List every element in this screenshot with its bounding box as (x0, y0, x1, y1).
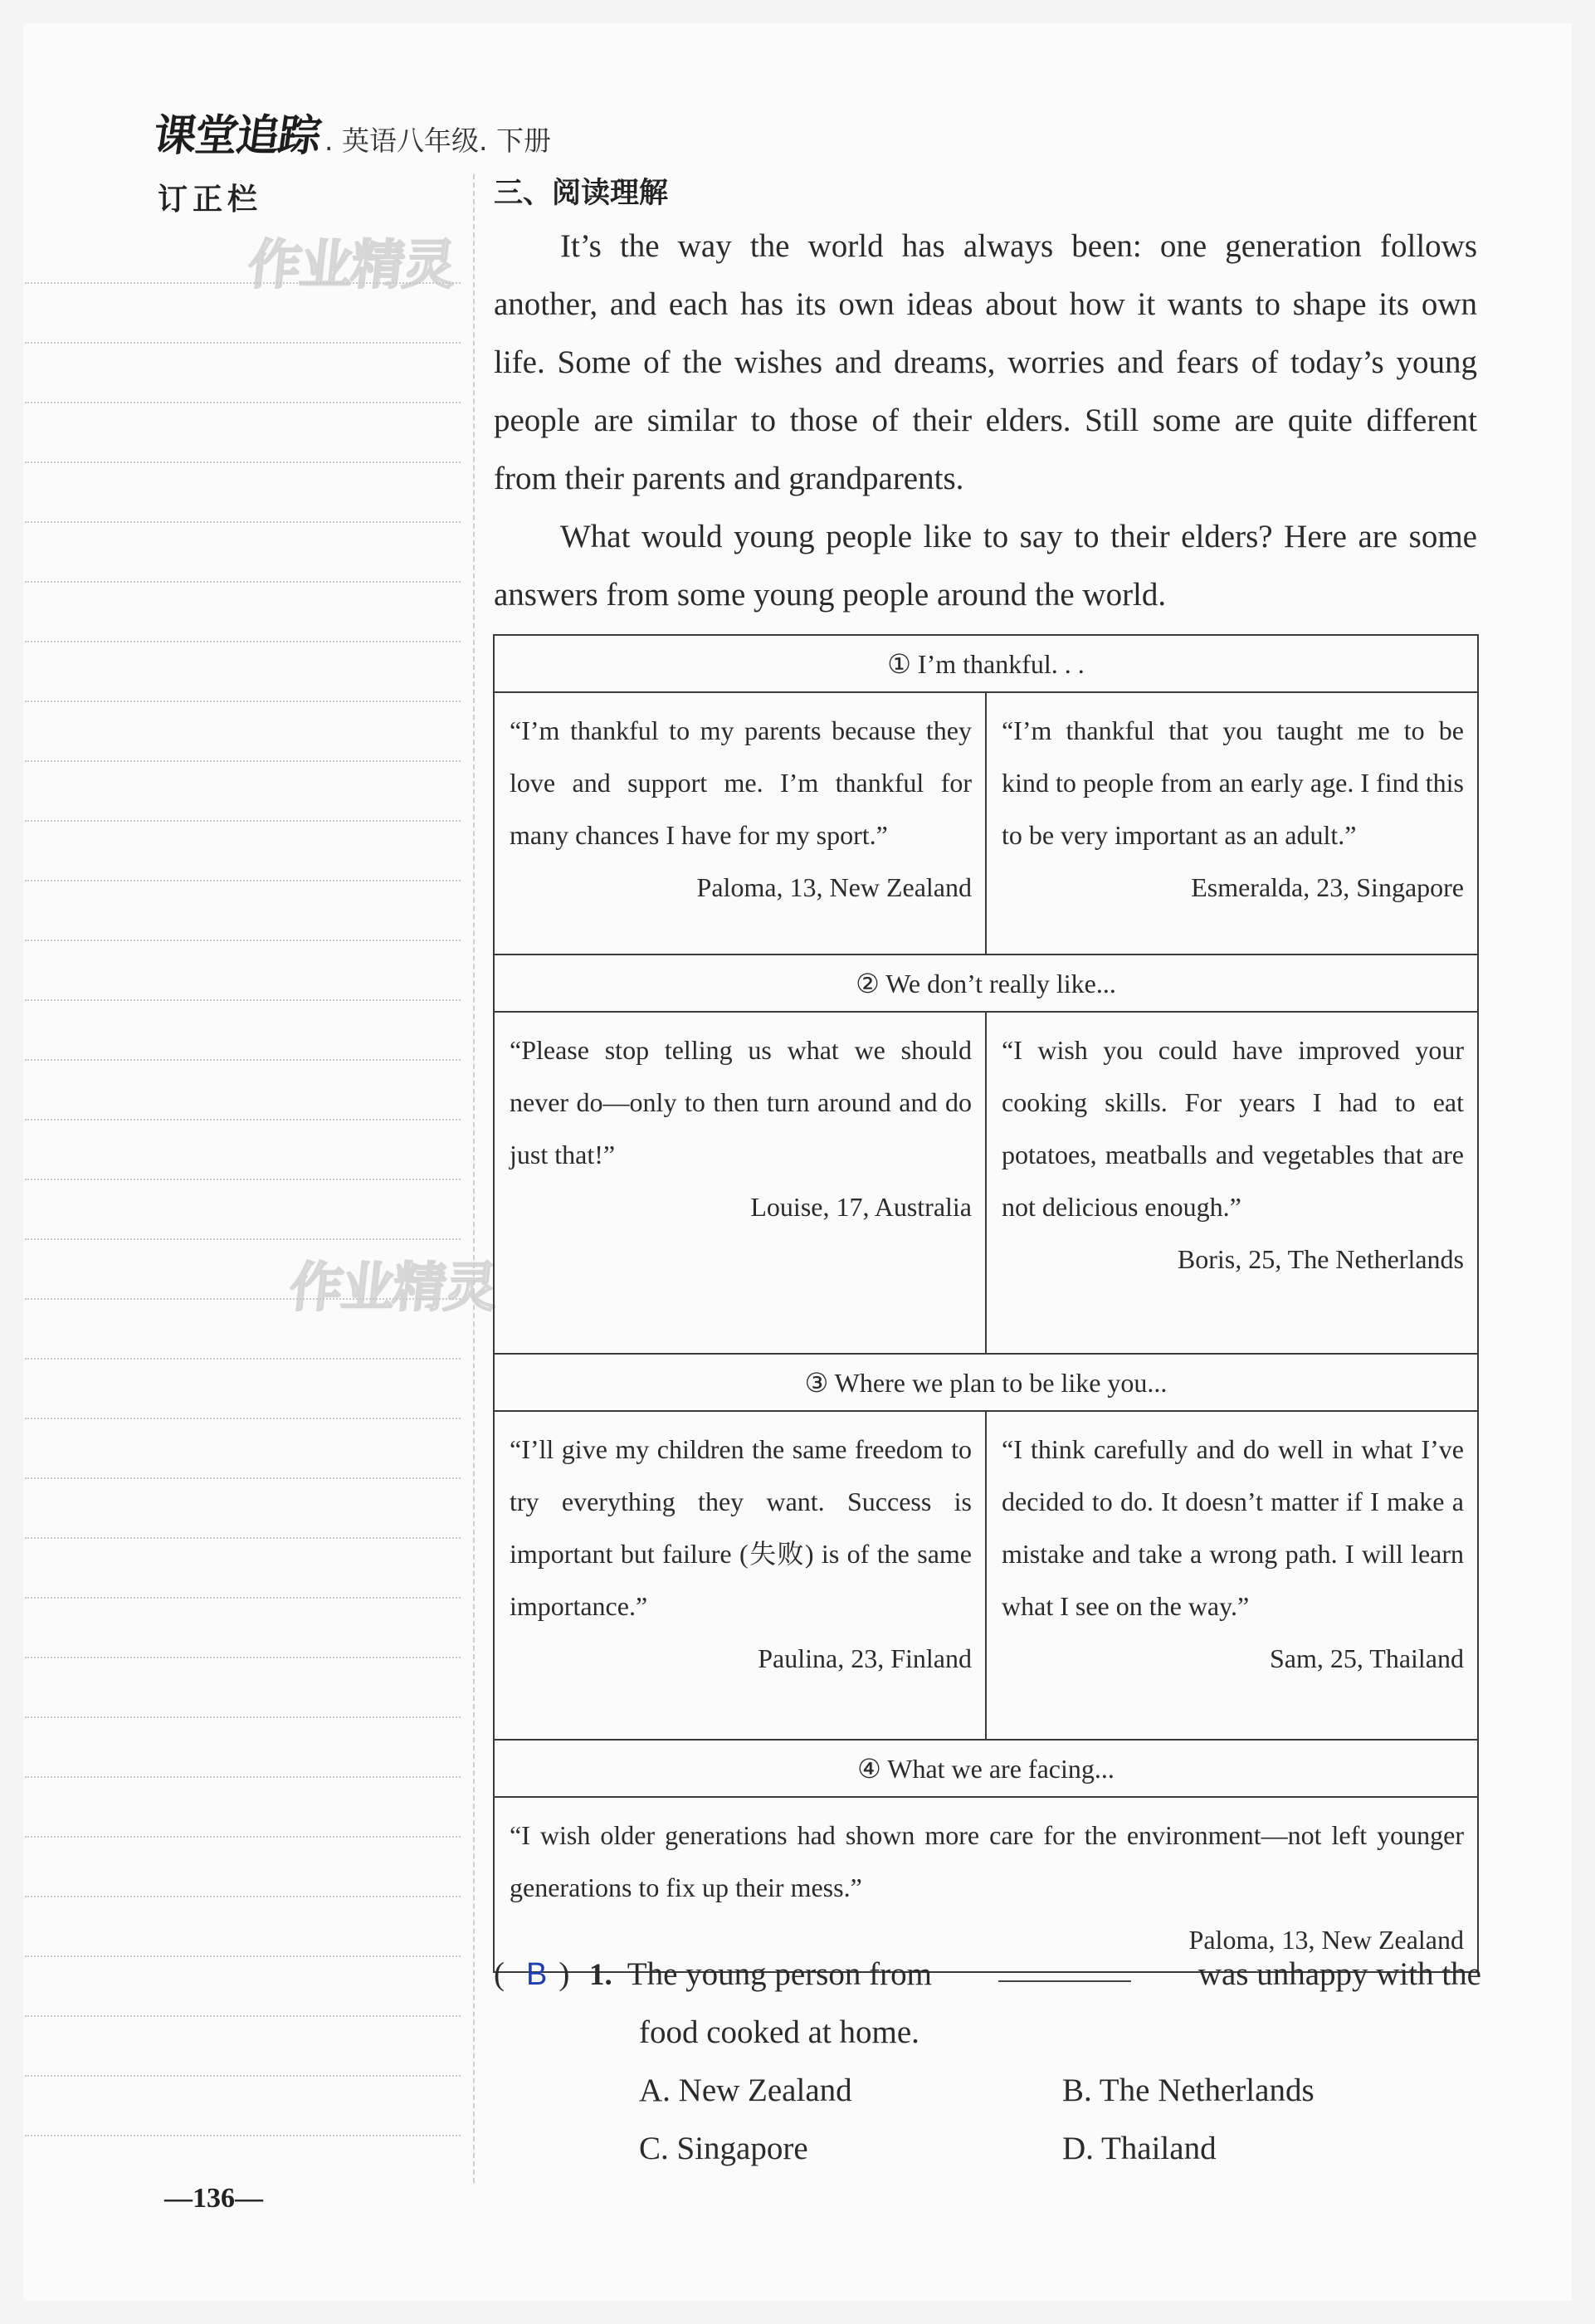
table-cell (986, 692, 1478, 954)
quote-text: “I’m thankful to my parents because they love and support me. I’m thankful for many chances I have for my sport.” (510, 715, 972, 850)
correction-line (25, 1418, 461, 1419)
open-paren: ( (494, 1956, 505, 1992)
quote-text: “I wish you could have improved your cooking skills. For years I had to eat potatoes, meatballs and vegetables that are not delicious enough.” (1002, 1035, 1464, 1222)
options (494, 2072, 1481, 2176)
quote-text: “I’m thankful that you taught me to be kind to people from an early age. I find this to be very important as an adult.” (1002, 715, 1464, 850)
filled-answer[interactable]: B (526, 1957, 548, 1992)
correction-line (25, 1059, 461, 1061)
question-number: 1. (589, 1958, 612, 1992)
correction-line (25, 1716, 461, 1718)
passage-paragraph: It’s the way the world has always been: one generation follows another, and each has its own ideas about how it wants to shape its own life. Some of the wishes and dreams, worries and fears of today’s young people are similar to those of their elders. Still some are quite different from their parents and grandparents. (494, 228, 1477, 496)
correction-line (25, 282, 461, 284)
question-text: was unhappy with the (1197, 1956, 1481, 1992)
correction-line (25, 880, 461, 881)
book-subtitle: . 英语八年级. 下册 (324, 124, 551, 157)
quote-author: Esmeralda, 23, Singapore (1191, 872, 1464, 902)
quote-text: “I’ll give my children the same freedom to try everything they want. Success is important but failure (失败) is of the same importance.” (510, 1434, 972, 1621)
passage-paragraph: What would young people like to say to their elders? Here are some answers from some young people around the world. (494, 519, 1477, 613)
brand-logo: 课堂追踪 (149, 111, 324, 161)
question-1 (494, 1955, 1481, 2176)
correction-line (25, 1119, 461, 1120)
option-a[interactable]: A. New Zealand (639, 2073, 852, 2108)
option-b[interactable]: B. The Netherlands (1062, 2073, 1315, 2108)
correction-line (25, 1358, 461, 1360)
option-c[interactable]: C. Singapore (639, 2131, 808, 2166)
quote-author: Sam, 25, Thailand (1269, 1643, 1464, 1673)
question-text: food cooked at home. (639, 2014, 919, 2050)
watermark: 作业精灵 (245, 235, 458, 296)
column-divider (473, 174, 475, 2183)
table-cell (494, 1012, 986, 1354)
correction-line (25, 820, 461, 822)
correction-line (25, 1238, 461, 1240)
correction-line (25, 1776, 461, 1778)
table-cell (494, 692, 986, 954)
section-title: 三、阅读理解 (494, 177, 669, 210)
page-number: —136— (164, 2183, 263, 2214)
correction-line (25, 342, 461, 344)
correction-line (25, 1477, 461, 1479)
quote-text: “Please stop telling us what we should never do—only to then turn around and do just that!” (510, 1035, 972, 1169)
correction-line (25, 1179, 461, 1180)
table-cell (494, 1411, 986, 1740)
option-d[interactable]: D. Thailand (1062, 2131, 1217, 2166)
question-text: The young person from (627, 1956, 932, 1992)
correction-line (25, 1955, 461, 1957)
correction-line (25, 1657, 461, 1658)
answers-table (493, 634, 1479, 1973)
correction-line (25, 1896, 461, 1897)
correction-line (25, 1597, 461, 1599)
correction-line (25, 940, 461, 941)
watermark: 作业精灵 (286, 1257, 500, 1319)
correction-line (25, 402, 461, 403)
quote-author: Paulina, 23, Finland (758, 1643, 972, 1673)
correction-line (25, 461, 461, 463)
answer-bracket (494, 1955, 589, 1993)
header (149, 100, 551, 161)
reading-passage (494, 217, 1477, 624)
quote-author: Paloma, 13, New Zealand (696, 872, 972, 902)
table-cell (986, 1012, 1478, 1354)
correction-line (25, 701, 461, 702)
table-cell (494, 1797, 1478, 1972)
quote-author: Louise, 17, Australia (750, 1192, 972, 1222)
correction-column-label: 订正栏 (158, 183, 263, 217)
correction-line (25, 2135, 461, 2136)
table-section-header: ① I’m thankful. . . (494, 635, 1478, 692)
quote-author: Paloma, 13, New Zealand (1188, 1925, 1464, 1955)
correction-line (25, 2075, 461, 2077)
correction-line (25, 581, 461, 583)
quote-text: “I think carefully and do well in what I’ve decided to do. It doesn’t matter if I make a mistake and take a wrong path. I will learn what I see on the way.” (1002, 1434, 1464, 1621)
correction-line (25, 760, 461, 762)
table-section-header: ② We don’t really like... (494, 954, 1478, 1012)
answer-blank[interactable] (998, 1955, 1131, 1982)
quote-author: Boris, 25, The Netherlands (1177, 1244, 1464, 1274)
table-cell (986, 1411, 1478, 1740)
correction-line (25, 641, 461, 642)
correction-line (25, 1537, 461, 1539)
correction-line (25, 2015, 461, 2017)
correction-line (25, 521, 461, 523)
table-section-header: ④ What we are facing... (494, 1740, 1478, 1797)
close-paren: ) (558, 1956, 570, 1992)
quote-text: “I wish older generations had shown more care for the environment—not left younger generations to fix up their mess.” (510, 1820, 1464, 1902)
correction-line (25, 1836, 461, 1838)
table-section-header: ③ Where we plan to be like you... (494, 1354, 1478, 1411)
correction-line (25, 1298, 461, 1300)
correction-line (25, 999, 461, 1001)
